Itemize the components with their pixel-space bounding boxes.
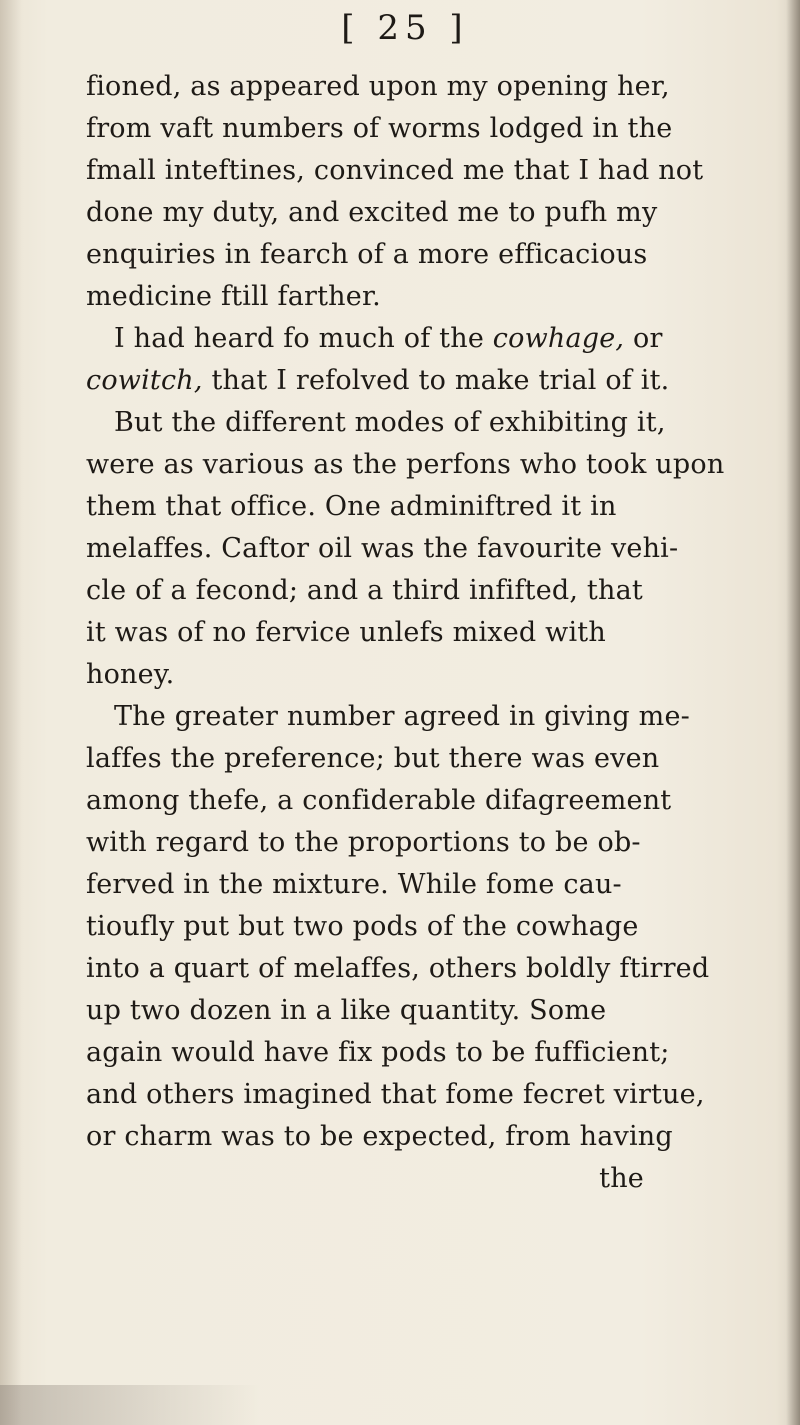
body-text [86, 66, 725, 1200]
text-line: and others imagined that fome fecret virtue, [86, 1079, 705, 1110]
text-line: honey. [86, 659, 175, 690]
text-line: with regard to the proportions to be ob- [86, 827, 641, 858]
text-line: fmall inteftines, convinced me that I had not [86, 155, 704, 186]
text-segment: or [624, 323, 663, 354]
text-line: it was of no fervice unlefs mixed with [86, 617, 606, 648]
text-line: laffes the preference; but there was even [86, 743, 660, 774]
text-line: or charm was to be expected, from having [86, 1121, 673, 1152]
text-line: melaffes. Caftor oil was the favourite vehi- [86, 533, 679, 564]
text-segment: I had heard fo much of the [114, 323, 493, 354]
text-line: enquiries in fearch of a more efficacious [86, 239, 648, 270]
text-line: into a quart of melaffes, others boldly ftirred [86, 953, 710, 984]
text-line: But the different modes of exhibiting it, [114, 407, 666, 438]
text-line: them that office. One adminiftred it in [86, 491, 617, 522]
catchword: the [599, 1163, 644, 1194]
text-line: tioufly put but two pods of the cowhage [86, 911, 639, 942]
text-line: fioned, as appeared upon my opening her, [86, 71, 670, 102]
page-edge [786, 0, 800, 1425]
text-line: ferved in the mixture. While fome cau- [86, 869, 622, 900]
page-smudge [0, 1385, 260, 1425]
text-line: among thefe, a confiderable difagreement [86, 785, 672, 816]
text-line: were as various as the perfons who took upon [86, 449, 725, 480]
text-line: up two dozen in a like quantity. Some [86, 995, 607, 1026]
italic-term-cowitch: cowitch, [86, 365, 203, 396]
text-line: medicine ftill farther. [86, 281, 381, 312]
text-line [86, 360, 706, 402]
text-line: from vaft numbers of worms lodged in the [86, 113, 673, 144]
text-line: cle of a fecond; and a third infifted, that [86, 575, 643, 606]
italic-term-cowhage: cowhage, [492, 323, 625, 354]
gutter-shadow [0, 0, 22, 1425]
text-line: again would have fix pods to be fufficient; [86, 1037, 670, 1068]
text-line: The greater number agreed in giving me- [114, 701, 690, 732]
text-line [86, 318, 706, 360]
text-line: done my duty, and excited me to pufh my [86, 197, 658, 228]
page-number: [ 25 ] [341, 8, 469, 48]
text-segment: that I refolved to make trial of it. [202, 365, 670, 396]
